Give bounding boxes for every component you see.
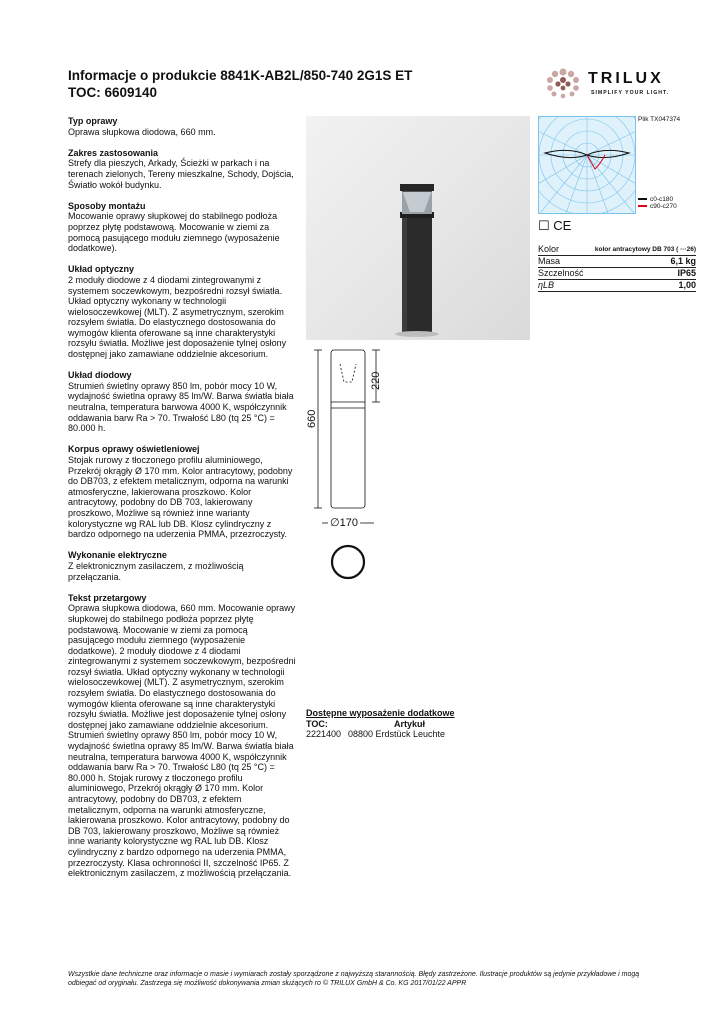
section-typ-oprawy xyxy=(68,116,296,137)
dimension-diameter: ∅170 xyxy=(330,517,358,529)
section-text: Mocowanie oprawy słupkowej do stabilnego podłoża poprzez płytę podstawową. Mocowanie w ziemi za pomocą pasującego modułu ziemnego (wyposażenie dodatkowe). xyxy=(68,211,280,254)
title-line-1: Informacje o produkcie 8841K-AB2L/850-740 2G1S ET xyxy=(68,68,413,83)
footer-disclaimer: Wszystkie dane techniczne oraz informacje o masie i wymiarach zostały sporządzone z najwyższą starannością. Błędy zastrzeżone. Ilustracje produktów są jedynie przykładowe i mogą odbiegać od oryginału. Zastrzega się możliwość dokonywania zmian służących ro © TRILUX GmbH & Co. KG 2017/01/22 APPR xyxy=(68,971,640,987)
trilux-logo xyxy=(540,66,700,102)
property-label: ηLB xyxy=(538,280,555,290)
section-heading: Wykonanie elektryczne xyxy=(68,550,167,561)
section-text: Strumień świetlny oprawy 850 lm, pobór mocy 10 W, wydajność świetlna oprawy 85 lm/W. Barwa światła biała neutralna, temperatura barwowa 4000 K, współczynnik oddawania barw Ra > 70. Trwałość L80 (tq 25 °C) = 80.000 h. xyxy=(68,380,294,434)
dimension-drawing xyxy=(300,340,410,580)
property-value: IP65 xyxy=(677,268,696,278)
section-text: Z elektronicznym zasilaczem, z możliwością przełączania. xyxy=(68,560,244,582)
diagram-file-ref: Plik TX047374 xyxy=(638,116,681,123)
section-text: Strefy dla pieszych, Arkady, Ścieżki w parkach i na terenach zielonych, Tereny mieszkalne, Schody, Dojścia, Światło wokół budynku. xyxy=(68,158,294,190)
property-value: 1,00 xyxy=(678,280,696,290)
section-uklad-diodowy xyxy=(68,370,296,434)
page-title xyxy=(68,67,528,101)
property-row-eta-lb xyxy=(538,280,696,292)
section-heading: Zakres zastosowania xyxy=(68,147,159,158)
properties-table xyxy=(538,244,696,292)
property-value: 6,1 kg xyxy=(670,256,696,266)
section-heading: Układ diodowy xyxy=(68,370,132,381)
property-row-kolor xyxy=(538,244,696,256)
section-zakres-zastosowania xyxy=(68,148,296,190)
side-view-drawing xyxy=(300,340,410,580)
legend-label: c90-c270 xyxy=(650,203,677,210)
dimension-top-height: 220 xyxy=(370,371,382,390)
logo-mark-icon xyxy=(540,66,586,102)
legend-item-c90-c270 xyxy=(638,203,677,211)
section-wykonanie-elektryczne xyxy=(68,550,296,582)
logo-tagline: SIMPLIFY YOUR LIGHT. xyxy=(591,90,670,96)
light-distribution-diagram xyxy=(538,116,636,214)
section-sposoby-montazu xyxy=(68,201,296,254)
section-heading: Tekst przetargowy xyxy=(68,592,147,603)
polar-chart xyxy=(539,117,635,213)
accessories-row xyxy=(306,729,506,740)
section-heading: Korpus oprawy oświetleniowej xyxy=(68,444,200,455)
bollard-luminaire-image xyxy=(306,116,530,340)
accessory-toc: 2221400 xyxy=(306,729,342,739)
dimension-height: 660 xyxy=(306,409,318,428)
legend-swatch-black xyxy=(638,198,647,200)
accessories-col-toc: TOC: xyxy=(306,718,328,729)
accessory-article: 08800 Erdstück Leuchte xyxy=(348,729,446,739)
product-description xyxy=(68,116,296,889)
accessories-header-row xyxy=(306,719,506,730)
accessories-heading: Dostępne wyposażenie dodatkowe xyxy=(306,708,455,718)
product-photo xyxy=(306,116,530,340)
accessories-col-article: Artykuł xyxy=(394,718,426,729)
legend-label: c0-c180 xyxy=(650,196,674,203)
section-heading: Układ optyczny xyxy=(68,264,135,275)
legend-swatch-red xyxy=(638,205,647,207)
title-line-2: TOC: 6609140 xyxy=(68,85,158,100)
property-label: Masa xyxy=(538,256,561,266)
section-text: 2 moduły diodowe z 4 diodami zintegrowanymi z systemem soczewkowym, bezpośredni rozsył światła. Układ optyczny wykonany w technologii wielosoczewkowej (MLT). Z asymetrycznym, szerokim rozsyłem światła. Do elastycznego dostosowania do wymogów klienta oferowane są inne charakterystyki rozsyłu światła. Możliwe jest doposażenie tylnej osłony dostępnej jako zamawiane oddzielnie akcesorium. xyxy=(68,274,287,360)
section-heading: Sposoby montażu xyxy=(68,200,146,211)
section-text: Stojak rurowy z tłoczonego profilu aluminiowego, Przekrój okrągły Ø 170 mm. Kolor antracytowy, podobny do DB703, z efektem metalicznym, odporna na warunki atmosferyczne, lakierowana proszkowo. Kolor antracytowy, podobny do DB 703, lakierowany proszkowo, Możliwe są również inne warianty kolorystyczne wg RAL lub DB. Klosz cylindryczny z bardzo odpornego na uderzenia PMMA, przezroczysty. xyxy=(68,455,293,540)
property-label: Szczelność xyxy=(538,268,584,278)
certification-marks: ☐ CE xyxy=(538,218,572,233)
property-label: Kolor xyxy=(538,244,560,254)
logo-wordmark: TRILUX xyxy=(588,70,664,87)
accessories-block xyxy=(306,708,506,740)
property-value: kolor antracytowy DB 703 ( ···26) xyxy=(594,246,696,253)
section-text: Oprawa słupkowa diodowa, 660 mm. xyxy=(68,126,216,137)
property-row-masa xyxy=(538,256,696,268)
section-tekst-przetargowy xyxy=(68,593,296,879)
section-korpus-oprawy xyxy=(68,444,296,539)
property-row-szczelnosc xyxy=(538,268,696,280)
section-heading: Typ oprawy xyxy=(68,116,118,126)
section-uklad-optyczny xyxy=(68,264,296,359)
section-text: Oprawa słupkowa diodowa, 660 mm. Mocowanie oprawy słupkowej do stabilnego podłoża poprzez płytę podstawową. Mocowanie w ziemi za pomocą pasującego modułu ziemnego (wyposażenie dodatkowe). 2 moduły diodowe z 4 diodami zintegrowanymi z systemem soczewkowym, bezpośredni rozsył światła. Układ optyczny wykonany w technologii wielosoczewkowej (MLT). Z asymetrycznym, szerokim rozsyłem światła. Do elastycznego dostosowania do wymogów klienta oferowane są inne charakterystyki rozsyłu światła. Możliwe jest doposażenie tylnej osłony dostępnej jako zamawiane oddzielnie akcesorium. Strumień świetlny oprawy 850 lm, pobór mocy 10 W, wydajność świetlna oprawy 85 lm/W. Barwa światła biała neutralna, temperatura barwowa 4000 K, współczynnik oddawania barw Ra > 70. Trwałość L80 (tq 25 °C) = 80.000 h. Stojak rurowy z tłoczonego profilu aluminiowego, Przekrój okrągły Ø 170 mm. Kolor antracytowy, podobny do DB703, z efektem metalicznym, odporna na warunki atmosferyczne, lakierowana proszkowo. Kolor antracytowy, podobny do DB 703, lakierowany proszkowo, Możliwe są również inne warianty kolorystyczne wg RAL lub DB. Klosz cylindryczny z bardzo odpornego na uderzenia PMMA, przezroczysty. Klasa ochronności II, szczelność IP65. Z elektronicznym zasilaczem, z możliwością przełączania. xyxy=(68,603,296,879)
